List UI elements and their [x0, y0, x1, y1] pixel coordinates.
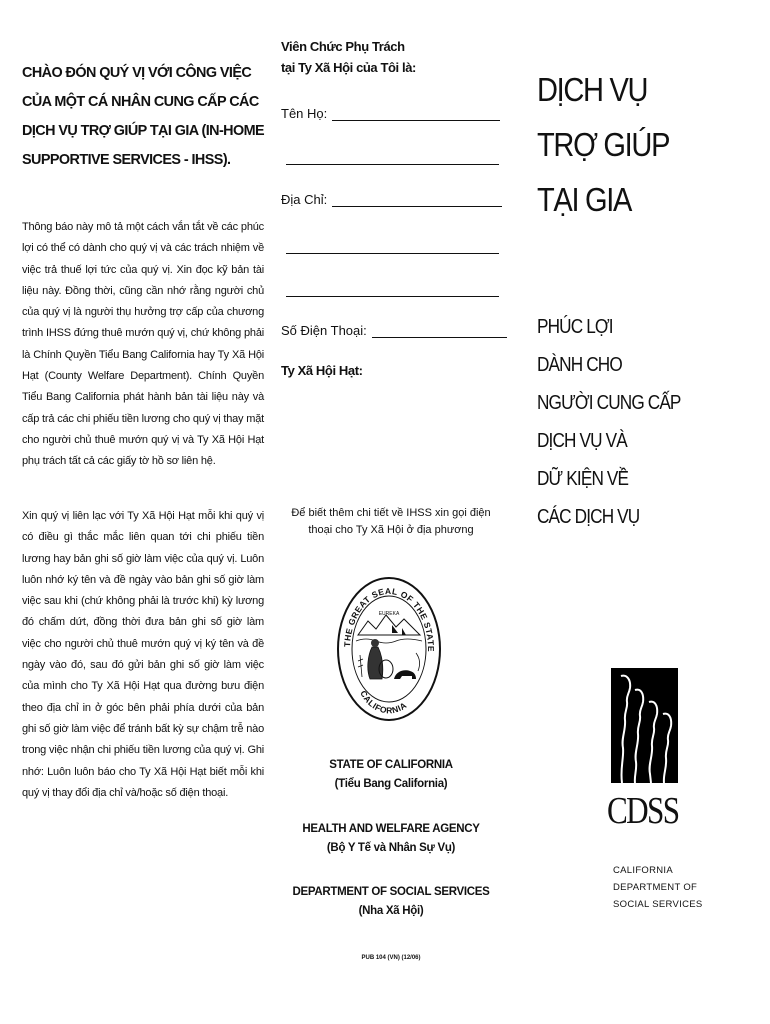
seal-motto: EUREKA [378, 611, 400, 617]
welcome-heading-line: DỊCH VỤ TRỢ GIÚP TẠI GIA (IN-HOME [22, 122, 265, 139]
agency-name-vi: (Bộ Y Tế và Nhân Sự Vụ) [326, 842, 456, 854]
address-blank-line [286, 252, 499, 254]
brochure-subtitle-line: CÁC DỊCH VỤ [537, 506, 640, 528]
brochure-subtitle [537, 308, 681, 536]
publication-number: PUB 104 (VN) (12/06) [361, 955, 421, 961]
intro-paragraph: Thông báo này mô tả một cách vắn tắt về các phúc lợi có thể có dành cho quý vị và các trách nhiệm về việc trả thuế lợi tức của quý vị. Xin đọc kỹ bản tài liệu này. Đồng thời, cũng cần nhớ rằng người chủ của quý vị là người thụ hưởng trợ cấp của chương trình IHSS đứng thuê mướn quý vị, chứ không phải là Chính Quyền Tiểu Bang California hay Ty Xã Hội Hạt (County Welfare Department). Chính Quyền Tiểu Bang California phát hành bản tài liệu này và cấp trả các chi phiếu tiền lương cho quý vị thay mặt cho người chủ thuê mướn quý vị và Ty Xã Hội Hạt phụ trách tất cả các giấy tờ hồ sơ liên hệ. [22, 221, 264, 468]
cdss-logo-graphic [611, 668, 678, 783]
phone-label: Số Điện Thoại: [281, 323, 367, 338]
california-seal [336, 575, 442, 723]
worker-heading [281, 36, 416, 78]
seal-ring-top: THE GREAT SEAL OF THE STATE [341, 585, 437, 653]
agency-state [281, 756, 501, 794]
cdss-logo-subtitle-line: DEPARTMENT OF [613, 882, 698, 893]
address-field [281, 192, 502, 207]
info-text: Để biết thêm chi tiết về IHSS xin gọi điện thoại cho Ty Xã Hội ở địa phương [291, 507, 491, 536]
seal-ring-bottom: CALIFORNIA [358, 688, 409, 716]
name-label: Tên Họ: [281, 106, 328, 121]
address-blank-line [286, 295, 499, 297]
welcome-heading-line: SUPPORTIVE SERVICES - IHSS). [22, 151, 231, 168]
agency-name-vi: (Nha Xã Hội) [358, 905, 424, 917]
worker-heading-line: Viên Chức Phụ Trách [281, 39, 405, 54]
county-label: Ty Xã Hội Hạt: [281, 363, 363, 378]
brochure-subtitle-line: DỮ KIỆN VỀ [537, 468, 629, 490]
brochure-subtitle-line: DỊCH VỤ VÀ [537, 430, 627, 452]
name-blank-line [286, 163, 499, 165]
agency-name: DEPARTMENT OF SOCIAL SERVICES [292, 886, 490, 898]
phone-field [281, 323, 507, 338]
phone-blank [372, 323, 507, 338]
agency-name: HEALTH AND WELFARE AGENCY [302, 823, 480, 835]
brochure-title-line: TẠI GIA [537, 181, 632, 218]
welcome-heading [22, 58, 265, 174]
agency-health-welfare [281, 820, 501, 858]
brochure-title-line: TRỢ GIÚP [537, 126, 670, 163]
welcome-heading-line: CỦA MỘT CÁ NHÂN CUNG CẤP CÁC [22, 93, 259, 110]
agency-name: STATE OF CALIFORNIA [329, 759, 453, 771]
welcome-heading-line: CHÀO ĐÓN QUÝ VỊ VỚI CÔNG VIỆC [22, 64, 252, 81]
address-label: Địa Chỉ: [281, 192, 328, 207]
name-field [281, 106, 500, 121]
cdss-logo-subtitle-line: CALIFORNIA [613, 865, 674, 876]
cdss-logo-subtitle [613, 862, 703, 913]
brochure-subtitle-line: PHÚC LỢI [537, 316, 613, 338]
address-blank [332, 192, 502, 207]
agency-name-vi: (Tiểu Bang California) [334, 778, 448, 790]
cdss-logo-subtitle-line: SOCIAL SERVICES [613, 899, 703, 910]
name-blank [332, 106, 500, 121]
brochure-subtitle-line: NGƯỜI CUNG CẤP [537, 392, 681, 414]
contact-paragraph: Xin quý vị liên lạc với Ty Xã Hội Hạt mỗi khi quý vị có điều gì thắc mắc liên quan tới chi phiếu tiền lương hay bản ghi số giờ làm việc của quý vị. Luôn luôn nhớ ký tên và đề ngày vào bản ghi số giờ làm việc sau khi (chứ không phải là trước khi) kỳ lương đó chấm dứt, đồng thời đưa bản ghi số giờ làm việc cho người chủ thuê mướn quý vị ký tên và đề ngày vào đó, sau đó gửi bản ghi số giờ làm việc của mình cho Ty Xã Hội Hạt qua đường bưu điện theo địa chỉ in ở góc bên phải phía dưới của bản ghi số giờ làm việc để tránh bất kỳ sự chậm trễ nào trong việc nhận chi phiếu tiền lương của quý vị. Ghi nhớ: Luôn luôn báo cho Ty Xã Hội Hạt biết mỗi khi quý vị thay đổi địa chỉ và/hoặc số điện thoại. [22, 510, 264, 799]
brochure-subtitle-line: DÀNH CHO [537, 354, 622, 376]
agency-social-services [281, 883, 501, 921]
brochure-title [537, 62, 669, 227]
brochure-title-line: DỊCH VỤ [537, 71, 648, 108]
cdss-logo-text: CDSS [607, 790, 679, 832]
worker-heading-line: tại Ty Xã Hội của Tôi là: [281, 60, 416, 75]
